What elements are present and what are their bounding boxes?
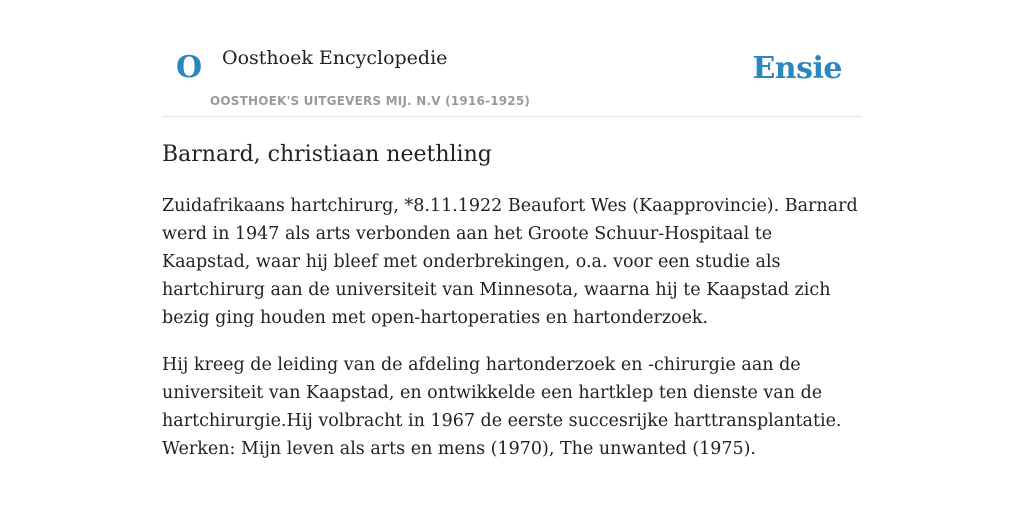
entry-paragraph: Zuidafrikaans hartchirurg, *8.11.1922 Beaufort Wes (Kaapprovincie). Barnard werd in 1947 als arts verbonden aan het Groote Schuur-Hospitaal te Kaapstad, waar hij bleef met onderbrekingen, o.a. voor een studie als hartchirurg aan de universiteit van Minnesota, waarna hij te Kaapstad zich bezig ging houden met open-hartoperaties en hartonderzoek. [162,196,858,328]
entry-paragraph: Hij kreeg de leiding van de afdeling hartonderzoek en -chirurgie aan de universiteit van Kaapstad, en ontwikkelde een hartklep ten dienste van de hartchirurgie.Hij volbracht in 1967 de eerste succesrijke harttransplantatie. Werken: Mijn leven als arts en mens (1970), The unwanted (1975). [162,355,842,459]
ensie-logo[interactable]: Ensie [752,51,842,86]
publisher-label: OOSTHOEK'S UITGEVERS MIJ. N.V (1916-1925) [210,94,531,108]
encyclopedia-logo[interactable]: O [176,50,203,85]
entry-card [162,0,862,512]
entry-title: Barnard, christiaan neethling [162,142,492,167]
entry-body [162,192,862,482]
encyclopedia-title-link[interactable]: Oosthoek Encyclopedie [222,47,448,69]
encyclopedia-header [162,0,862,117]
